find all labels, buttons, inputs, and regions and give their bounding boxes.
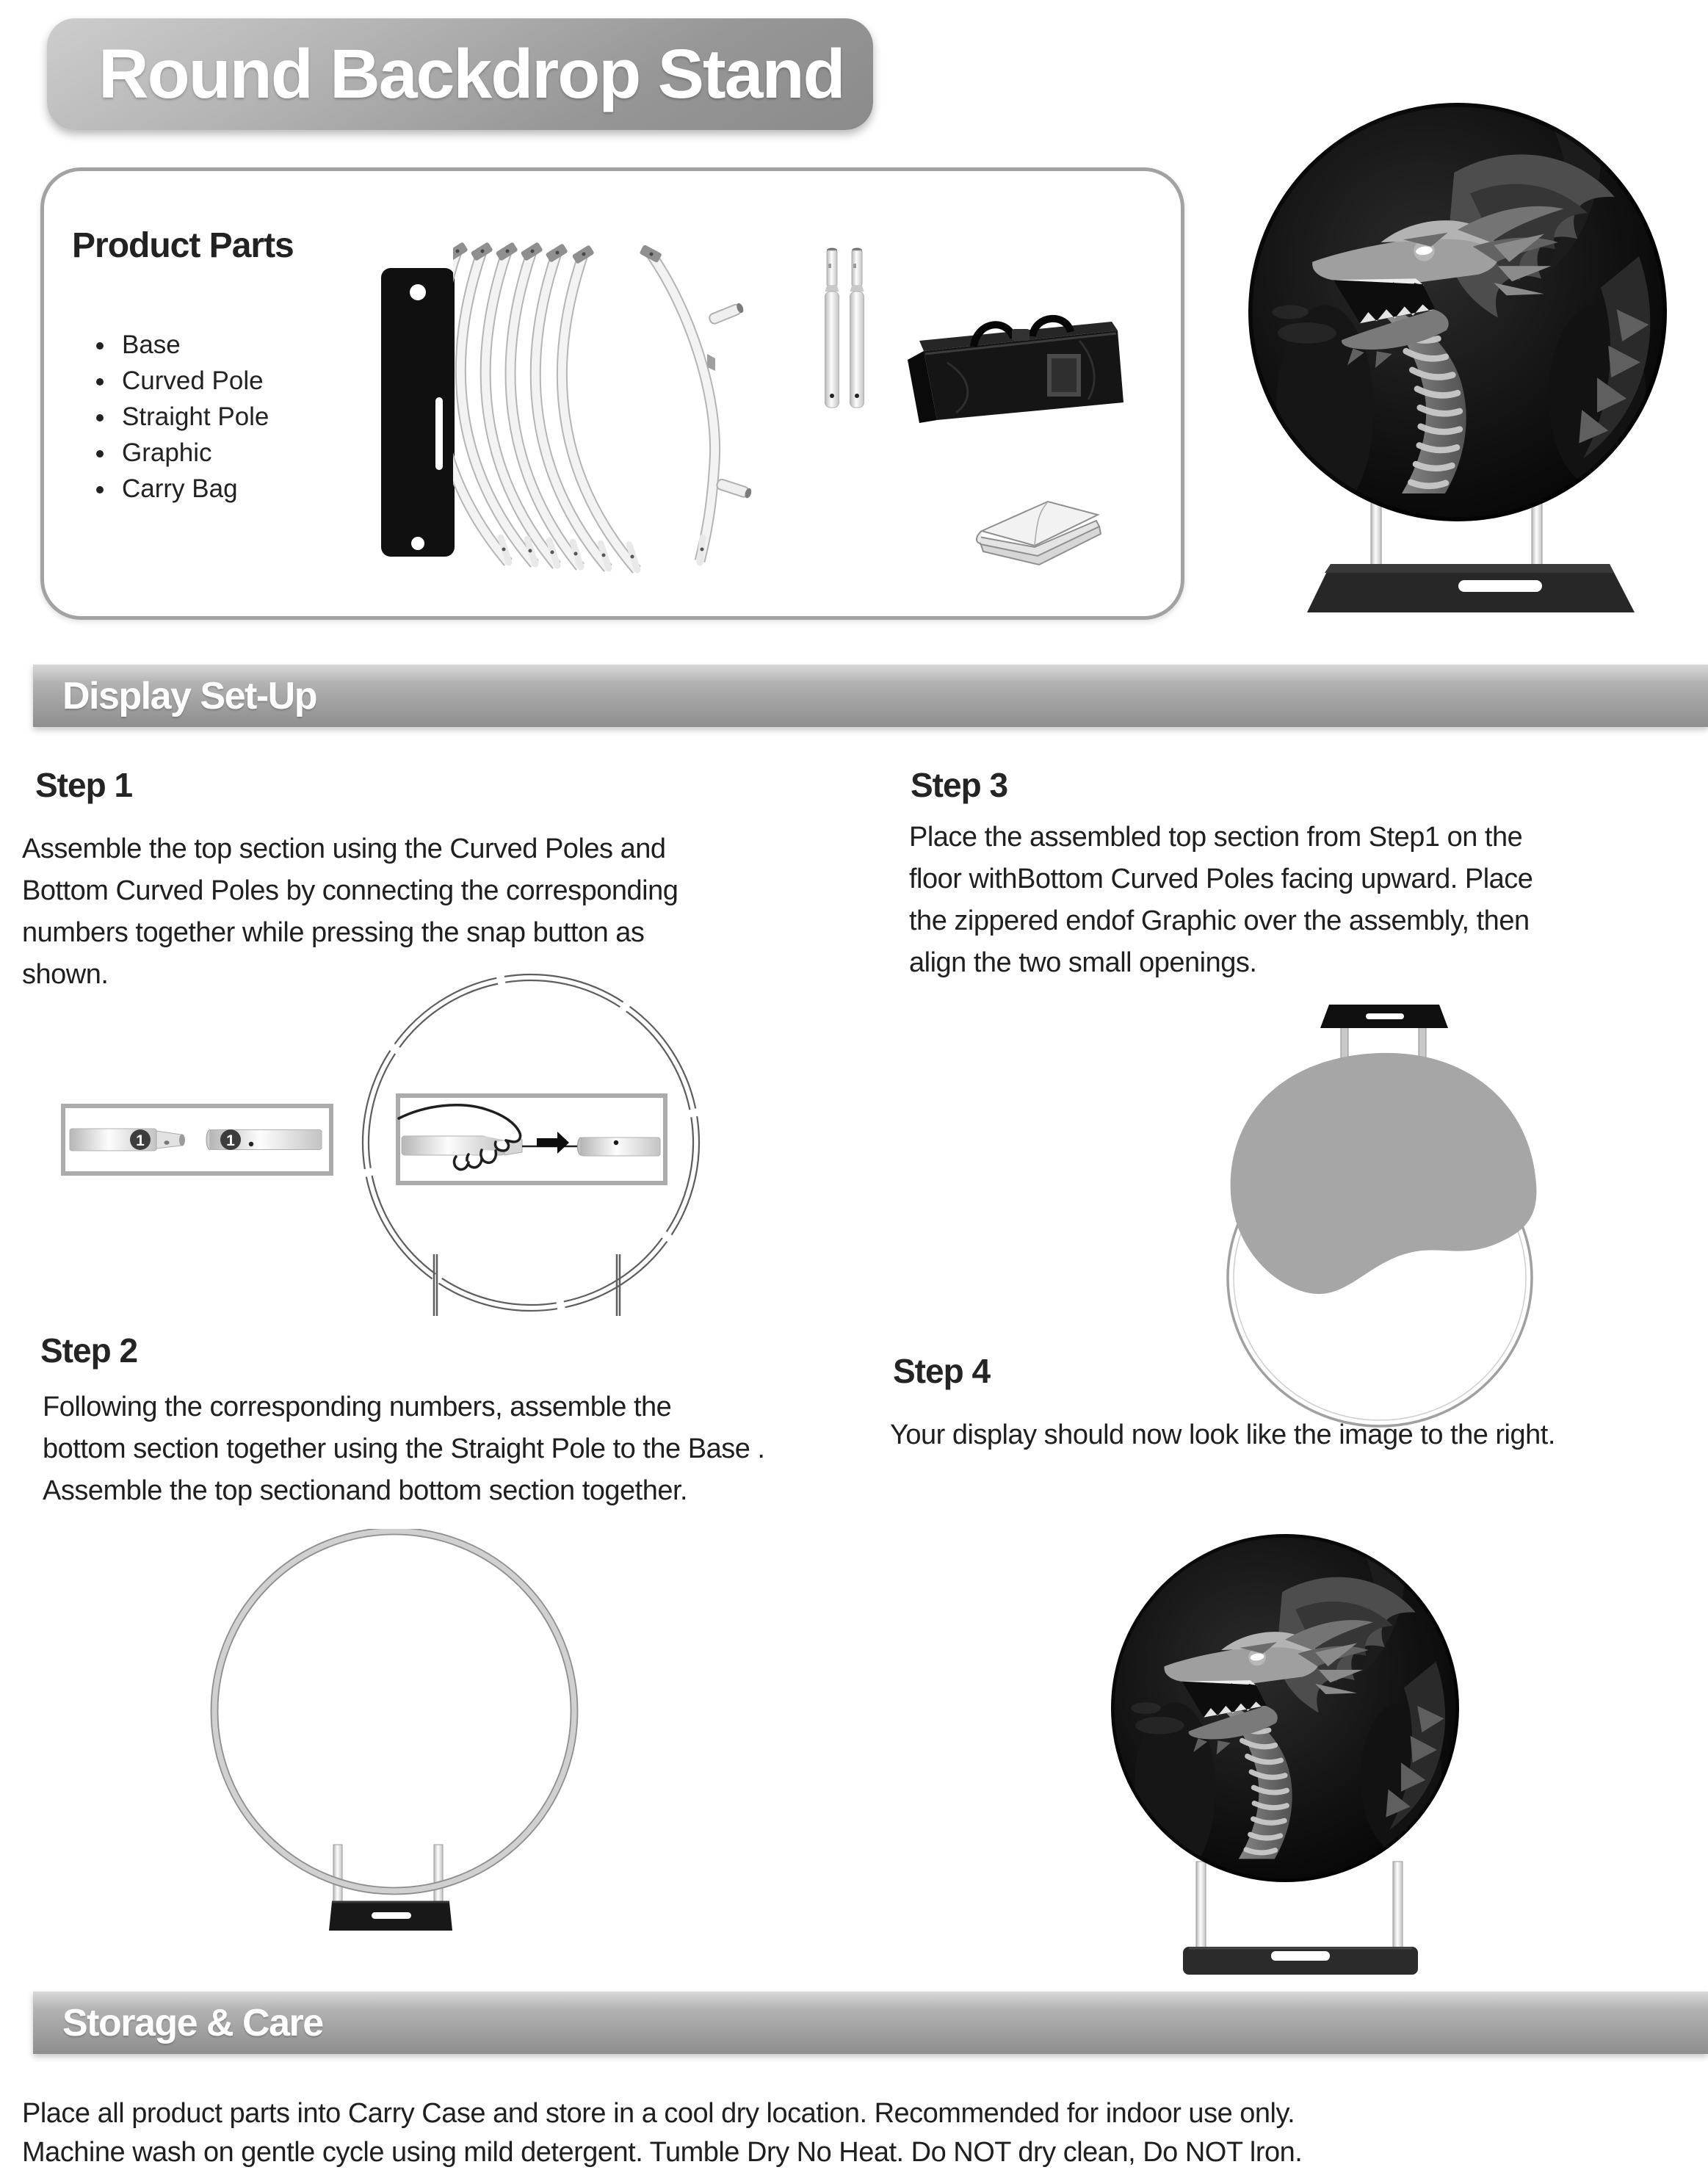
list-item-graphic: • Graphic bbox=[116, 435, 269, 471]
display-setup-banner: Display Set-Up bbox=[33, 665, 1708, 727]
step1-line: Assemble the top section using the Curved Poles and bbox=[22, 833, 666, 864]
straight-poles-graphic bbox=[820, 245, 869, 417]
list-item-straight-pole: • Straight Pole bbox=[116, 399, 269, 435]
step1-snap-button-diagram bbox=[396, 1093, 667, 1185]
step3-line: floor withBottom Curved Poles facing upward. Place bbox=[909, 864, 1533, 894]
storage-care-text bbox=[22, 2094, 1302, 2172]
step1-line: numbers together while pressing the snap button as bbox=[22, 917, 645, 948]
product-parts-panel bbox=[40, 167, 1184, 620]
page-title: Round Backdrop Stand bbox=[47, 18, 873, 130]
pole-number-label: 1 bbox=[226, 1132, 235, 1149]
carry-bag-graphic bbox=[903, 308, 1131, 426]
product-photo-dragon-display bbox=[1248, 103, 1674, 617]
step1-connector-diagram bbox=[61, 1104, 333, 1176]
product-parts-heading: Product Parts bbox=[72, 226, 294, 265]
base-plate-graphic bbox=[378, 267, 457, 558]
step2-line: bottom section together using the Straight Pole to the Base . bbox=[43, 1433, 765, 1464]
step2-stand-diagram bbox=[184, 1529, 606, 1934]
step3-line: align the two small openings. bbox=[909, 947, 1257, 978]
list-item-base: • Base bbox=[116, 327, 269, 363]
folded-graphic-graphic bbox=[971, 494, 1104, 575]
step1-label: Step 1 bbox=[35, 766, 133, 804]
step3-label: Step 3 bbox=[911, 766, 1008, 804]
step3-line: the zippered endof Graphic over the assembly, then bbox=[909, 905, 1530, 936]
step4-display-diagram bbox=[1105, 1531, 1465, 1983]
step3-cover-diagram bbox=[1219, 999, 1549, 1433]
step2-line: Assemble the top sectionand bottom section together. bbox=[43, 1475, 688, 1506]
step1-line: shown. bbox=[22, 959, 109, 990]
step2-label: Step 2 bbox=[40, 1331, 138, 1370]
pole-number-label: 1 bbox=[136, 1132, 145, 1149]
list-item-curved-pole: • Curved Pole bbox=[116, 363, 269, 399]
step2-line: Following the corresponding numbers, assemble the bbox=[43, 1392, 672, 1422]
storage-care-banner: Storage & Care bbox=[33, 1992, 1708, 2054]
step4-line: Your display should now look like the image to the right. bbox=[890, 1419, 1555, 1450]
step1-line: Bottom Curved Poles by connecting the corresponding bbox=[22, 875, 679, 906]
curved-poles-graphic bbox=[453, 242, 754, 576]
step2-text bbox=[43, 1386, 764, 1512]
care-line: Machine wash on gentle cycle using mild detergent. Tumble Dry No Heat. Do NOT dry clean, Do NOT lron. bbox=[22, 2137, 1303, 2168]
step3-text bbox=[909, 817, 1533, 984]
care-line: Place all product parts into Carry Case and store in a cool dry location. Recommended for indoor use only. bbox=[22, 2098, 1295, 2129]
list-item-carry-bag: • Carry Bag bbox=[116, 471, 269, 507]
product-parts-list bbox=[87, 327, 269, 507]
step3-line: Place the assembled top section from Step1 on the bbox=[909, 822, 1523, 853]
step4-label: Step 4 bbox=[893, 1352, 991, 1390]
